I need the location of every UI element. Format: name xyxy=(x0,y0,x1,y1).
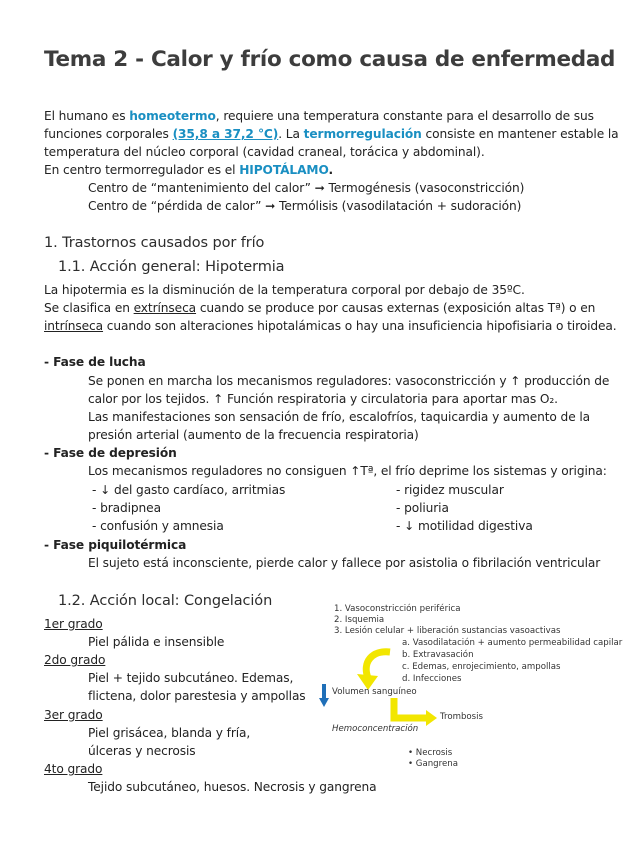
grado-2-text-2: flictena, dolor parestesia y ampollas xyxy=(88,689,306,703)
list-item: - ↓ del gasto cardíaco, arritmias xyxy=(92,483,286,497)
fase-piquilotermica-line-1: El sujeto está inconsciente, pierde calor y fallece por asistolia o fibrilación ventricular xyxy=(88,556,601,570)
fase-lucha-title: - Fase de lucha xyxy=(44,355,146,369)
diagram-step-1: 1. Vasoconstricción periférica xyxy=(334,604,461,614)
gangrena-bullet: • Gangrena xyxy=(408,759,458,769)
diagram-step-c: c. Edemas, enrojecimiento, ampollas xyxy=(402,662,561,672)
section-1-1-heading: 1.1. Acción general: Hipotermia xyxy=(58,259,285,275)
trombosis-label: Trombosis xyxy=(440,712,484,722)
fase-depresion-line-1: Los mecanismos reguladores no consiguen ↑Tª, el frío deprime los sistemas y origina: xyxy=(88,464,607,478)
fase-lucha-line-4: presión arterial (aumento de la frecuencia respiratoria) xyxy=(88,428,419,442)
diagram-step-a: a. Vasodilatación + aumento permeabilidad capilar xyxy=(402,638,623,648)
intro-line-5: Centro de “mantenimiento del calor” ➞ Termogénesis (vasoconstricción) xyxy=(88,181,525,195)
fase-depresion-title: - Fase de depresión xyxy=(44,446,177,460)
hemoconcentracion-label: Hemoconcentración xyxy=(332,724,419,734)
page-title: Tema 2 - Calor y frío como causa de enfermedad xyxy=(44,47,616,72)
grado-1-label: 1er grado xyxy=(44,617,103,631)
l-arrow-icon xyxy=(390,698,438,726)
intro-line-1: El humano es homeotermo, requiere una temperatura constante para el desarrollo de sus xyxy=(44,109,594,123)
volumen-sanguineo-label: Volumen sanguíneo xyxy=(332,687,417,697)
keyword-homeotermo: homeotermo xyxy=(129,109,216,123)
intro-line-3: temperatura del núcleo corporal (cavidad craneal, torácica y abdominal). xyxy=(44,145,485,159)
diagram-step-3: 3. Lesión celular + liberación sustancias vasoactivas xyxy=(334,626,561,636)
intro-line-6: Centro de “pérdida de calor” ➞ Termólisis (vasodilatación + sudoración) xyxy=(88,199,522,213)
list-item: - bradipnea xyxy=(92,501,161,515)
grado-4-label: 4to grado xyxy=(44,762,103,776)
section-1-2-heading: 1.2. Acción local: Congelación xyxy=(58,593,273,609)
hipotermia-line-2: Se clasifica en extrínseca cuando se produce por causas externas (exposición altas Tª) o en xyxy=(44,301,596,315)
intro-line-2: funciones corporales (35,8 a 37,2 °C). La termorregulación consiste en mantener estable la xyxy=(44,127,619,141)
congelacion-diagram xyxy=(318,600,636,790)
keyword-temperature-range: (35,8 a 37,2 °C) xyxy=(172,127,279,141)
list-item: - poliuria xyxy=(396,501,449,515)
grado-2-label: 2do grado xyxy=(44,653,106,667)
fase-lucha-line-2: calor por los tejidos. ↑ Función respiratoria y circulatoria para aportar mas O₂. xyxy=(88,392,558,406)
diagram-step-b: b. Extravasación xyxy=(402,650,474,660)
fase-piquilotermica-title: - Fase piquilotérmica xyxy=(44,538,187,552)
necrosis-bullet: • Necrosis xyxy=(408,748,453,758)
section-1-heading: 1. Trastornos causados por frío xyxy=(44,235,265,251)
hipotermia-line-1: La hipotermia es la disminución de la temperatura corporal por debajo de 35ºC. xyxy=(44,283,525,297)
diagram-step-d: d. Infecciones xyxy=(402,674,462,684)
grado-3-label: 3er grado xyxy=(44,708,103,722)
keyword-termorregulacion: termorregulación xyxy=(303,127,422,141)
grado-1-text: Piel pálida e insensible xyxy=(88,635,225,649)
list-item: - rigidez muscular xyxy=(396,483,504,497)
keyword-hipotalamo: HIPOTÁLAMO xyxy=(239,163,329,177)
down-arrow-icon xyxy=(319,684,329,708)
fase-lucha-line-1: Se ponen en marcha los mecanismos reguladores: vasoconstricción y ↑ producción de xyxy=(88,374,610,388)
grado-3-text-1: Piel grisácea, blanda y fría, xyxy=(88,726,251,740)
grado-3-text-2: úlceras y necrosis xyxy=(88,744,196,758)
intro-line-4: En centro termorregulador es el HIPOTÁLAMO. xyxy=(44,163,333,177)
list-item: - ↓ motilidad digestiva xyxy=(396,519,533,533)
list-item: - confusión y amnesia xyxy=(92,519,224,533)
fase-lucha-line-3: Las manifestaciones son sensación de frío, escalofríos, taquicardia y aumento de la xyxy=(88,410,591,424)
grado-2-text-1: Piel + tejido subcutáneo. Edemas, xyxy=(88,671,294,685)
grado-4-text: Tejido subcutáneo, huesos. Necrosis y gangrena xyxy=(88,780,377,794)
hipotermia-line-3: intrínseca cuando son alteraciones hipotalámicas o hay una insuficiencia hipofisiaria o tiroidea. xyxy=(44,319,617,333)
diagram-step-2: 2. Isquemia xyxy=(334,615,385,625)
